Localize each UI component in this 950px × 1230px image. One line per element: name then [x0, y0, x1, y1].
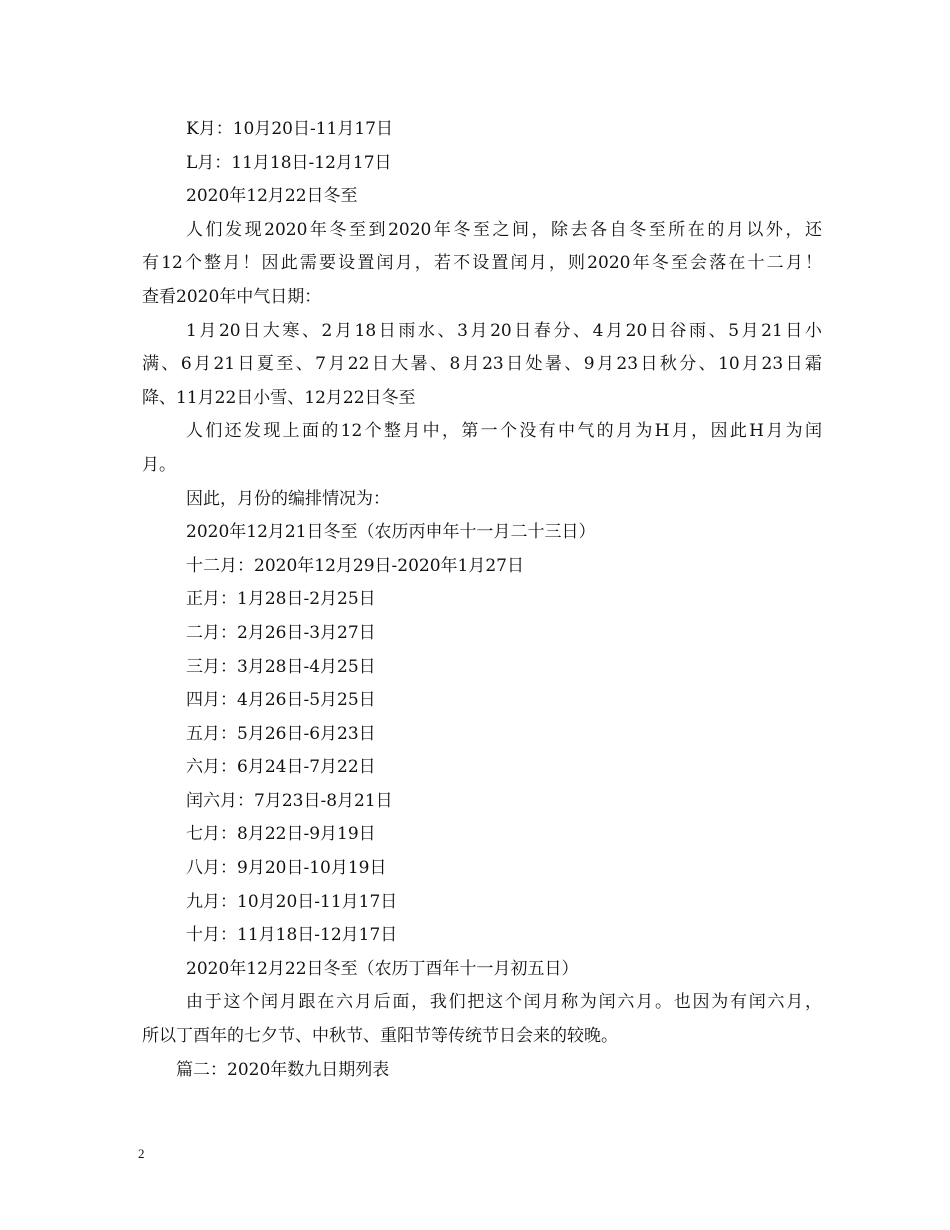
text-line: 正月：1月28日-2月25日	[186, 589, 376, 610]
text-line: K月：10月20日-11月17日	[186, 119, 393, 139]
text-line: 2020年12月22日冬至	[186, 186, 358, 207]
text-line: 人们发现2020年冬至到2020年冬至之间，除去各自冬至所在的月以外，还	[186, 219, 822, 240]
text-line: 十二月：2020年12月29日-2020年1月27日	[186, 555, 524, 576]
text-line: 2020年12月22日冬至（农历丁酉年十一月初五日）	[186, 958, 579, 979]
text-line: L月：11月18日-12月17日	[186, 152, 392, 173]
text-line: 因此，月份的编排情况为：	[186, 488, 390, 509]
text-line: 六月：6月24日-7月22日	[186, 757, 376, 778]
text-line: 五月：5月26日-6月23日	[186, 723, 376, 744]
text-line: 人们还发现上面的12个整月中，第一个没有中气的月为H月，因此H月为闰	[186, 421, 822, 442]
text-line: 三月：3月28日-4月25日	[186, 656, 376, 677]
page-number: 2	[138, 1146, 145, 1161]
text-line: 满、6月21日夏至、7月22日大暑、8月23日处暑、9月23日秋分、10月23日霜	[142, 354, 822, 375]
text-line: 四月：4月26日-5月25日	[186, 690, 376, 711]
text-line: 月。	[142, 454, 176, 475]
text-line: 闰六月：7月23日-8月21日	[186, 790, 393, 811]
text-line: 七月：8月22日-9月19日	[186, 824, 376, 845]
text-line: 二月：2月26日-3月27日	[186, 622, 376, 643]
text-line: 八月：9月20日-10月19日	[186, 858, 387, 879]
text-line: 2020年12月21日冬至（农历丙申年十一月二十三日）	[186, 522, 596, 543]
text-line: 九月：10月20日-11月17日	[186, 891, 398, 912]
text-line: 降、11月22日小雪、12月22日冬至	[142, 387, 416, 408]
text-line: 篇二：2020年数九日期列表	[176, 1059, 390, 1080]
text-line: 所以丁酉年的七夕节、中秋节、重阳节等传统节日会来的较晚。	[142, 1026, 618, 1047]
text-line: 查看2020年中气日期：	[142, 286, 322, 307]
text-line: 十月：11月18日-12月17日	[186, 925, 398, 946]
text-line: 有12个整月！因此需要设置闰月，若不设置闰月，则2020年冬至会落在十二月！	[142, 253, 822, 274]
text-line: 1月20日大寒、2月18日雨水、3月20日春分、4月20日谷雨、5月21日小	[186, 320, 822, 341]
text-line: 由于这个闰月跟在六月后面，我们把这个闰月称为闰六月。也因为有闰六月，	[186, 992, 822, 1013]
document-body	[142, 113, 822, 1087]
